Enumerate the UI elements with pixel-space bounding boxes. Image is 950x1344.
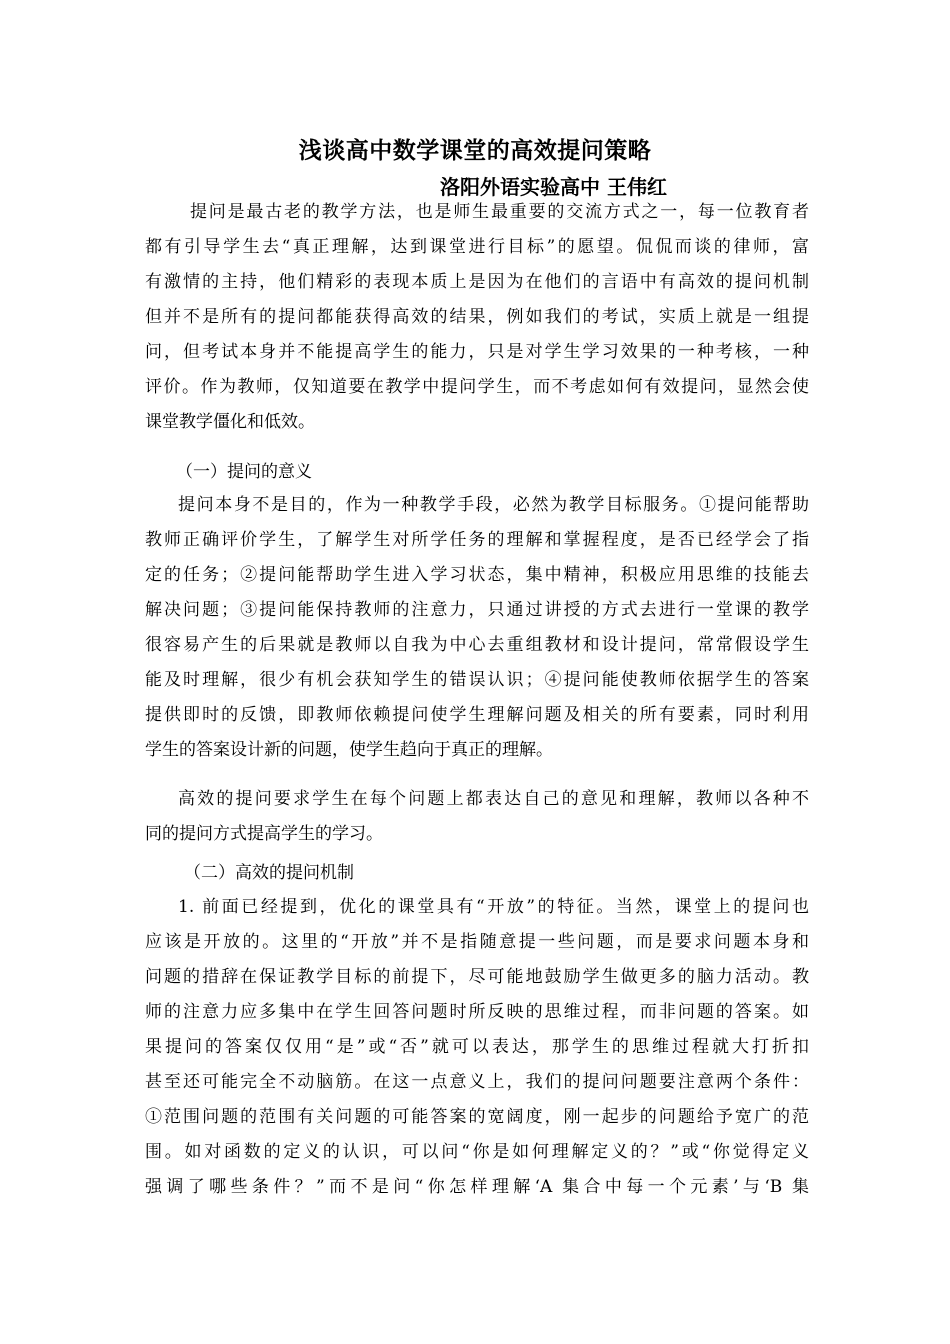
paragraph-line: 但并不是所有的提问都能获得高效的结果，例如我们的考试，实质上就是一组提 — [145, 307, 809, 327]
section-heading-2: （二）高效的提问机制 — [184, 863, 354, 883]
paragraph-line: 提问本身不是目的，作为一种教学手段，必然为教学目标服务。①提问能帮助 — [178, 495, 809, 515]
paragraph-line: 同的提问方式提高学生的学习。 — [145, 824, 383, 844]
paragraph-line: 提问是最古老的教学方法，也是师生最重要的交流方式之一，每一位教育者 — [190, 202, 809, 222]
paragraph-line: 定的任务；②提问能帮助学生进入学习状态，集中精神，积极应用思维的技能去 — [145, 565, 809, 585]
paragraph-line: 师的注意力应多集中在学生回答问题时所反映的思维过程，而非问题的答案。如 — [145, 1002, 809, 1022]
paragraph-line: 评价。作为教师，仅知道要在教学中提问学生，而不考虑如何有效提问，显然会使 — [145, 377, 809, 397]
paragraph-line: 问，但考试本身并不能提高学生的能力，只是对学生学习效果的一种考核，一种 — [145, 342, 809, 362]
paragraph-line: 学生的答案设计新的问题，使学生趋向于真正的理解。 — [145, 740, 553, 760]
section-heading-1: （一）提问的意义 — [176, 462, 312, 482]
paragraph-line: 强调了哪些条件？”而不是问“你怎样理解‘A 集合中每一个元素’与‘B 集 — [145, 1177, 809, 1197]
paragraph-line: 应该是开放的。这里的“开放”并不是指随意提一些问题，而是要求问题本身和 — [145, 932, 809, 952]
paragraph-line: 教师正确评价学生，了解学生对所学任务的理解和掌握程度，是否已经学会了指 — [145, 530, 809, 550]
paragraph-line: 提供即时的反馈，即教师依赖提问使学生理解问题及相关的所有要素，同时利用 — [145, 705, 809, 725]
paragraph-line: 有激情的主持，他们精彩的表现本质上是因为在他们的言语中有高效的提问机制 — [145, 272, 809, 292]
paragraph-line: 能及时理解，很少有机会获知学生的错误认识；④提问能使教师依据学生的答案 — [145, 670, 809, 690]
paragraph-line: 很容易产生的后果就是教师以自我为中心去重组教材和设计提问，常常假设学生 — [145, 635, 809, 655]
paragraph-line: 课堂教学僵化和低效。 — [145, 412, 315, 432]
paragraph-line: 问题的措辞在保证教学目标的前提下，尽可能地鼓励学生做更多的脑力活动。教 — [145, 967, 809, 987]
paragraph-line: 都有引导学生去“真正理解，达到课堂进行目标”的愿望。侃侃而谈的律师，富 — [145, 237, 809, 257]
document-author: 洛阳外语实验高中 王伟红 — [440, 175, 667, 199]
paragraph-line: 围。如对函数的定义的认识，可以问“你是如何理解定义的？”或“你觉得定义 — [145, 1142, 809, 1162]
paragraph-line: 果提问的答案仅仅用“是”或“否”就可以表达，那学生的思维过程就大打折扣 — [145, 1037, 809, 1057]
paragraph-line: ①范围问题的范围有关问题的可能答案的宽阔度，刚一起步的问题给予宽广的范 — [145, 1107, 809, 1127]
paragraph-line: 甚至还可能完全不动脑筋。在这一点意义上，我们的提问问题要注意两个条件： — [145, 1072, 809, 1092]
paragraph-line: 1. 前面已经提到，优化的课堂具有“开放”的特征。当然，课堂上的提问也 — [178, 897, 809, 917]
document-title: 浅谈高中数学课堂的高效提问策略 — [298, 137, 652, 164]
paragraph-line: 解决问题；③提问能保持教师的注意力，只通过讲授的方式去进行一堂课的教学 — [145, 600, 809, 620]
paragraph-line: 高效的提问要求学生在每个问题上都表达自己的意见和理解，教师以各种不 — [178, 789, 809, 809]
